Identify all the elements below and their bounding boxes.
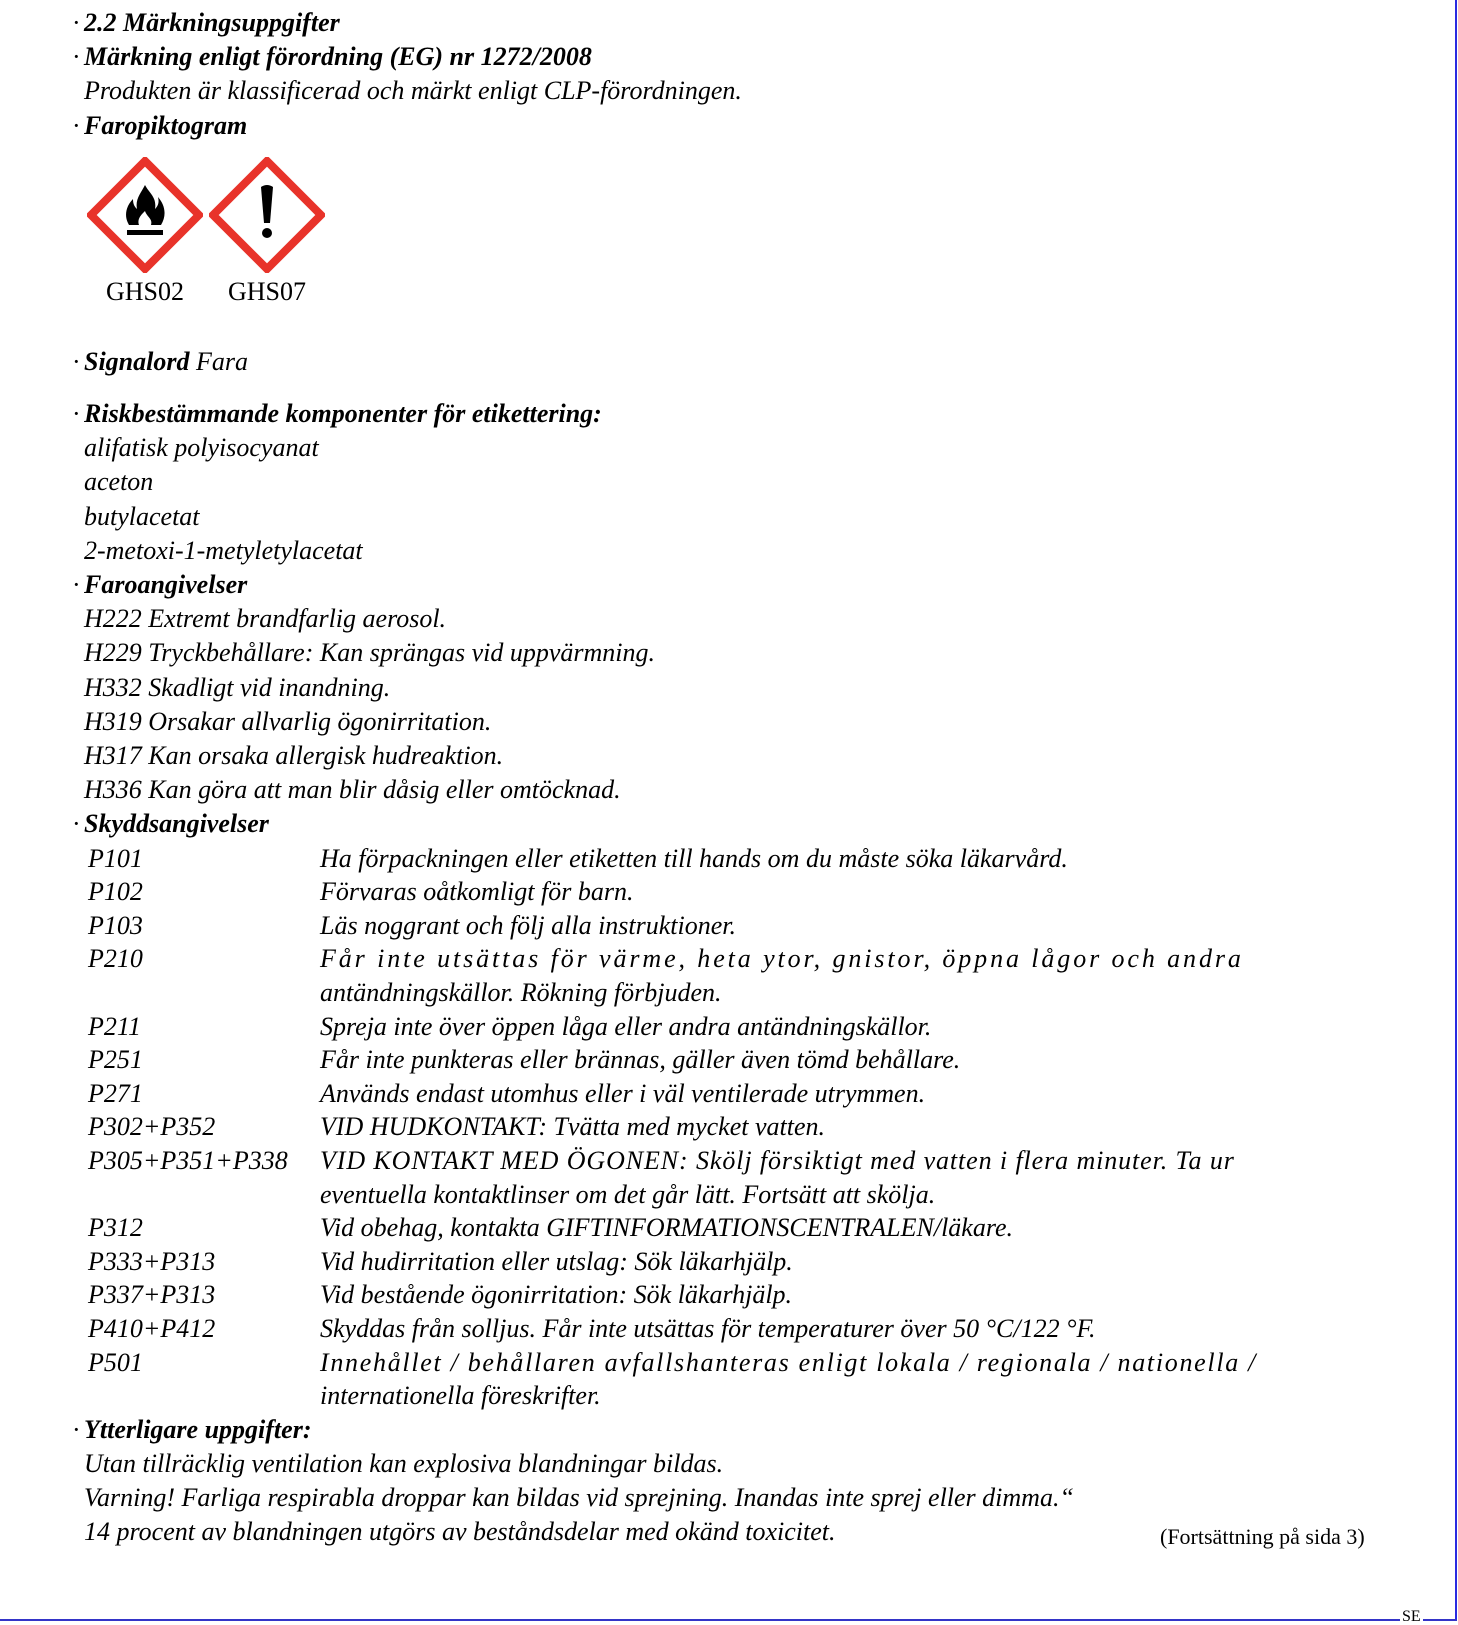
precaution-code: P337+P313: [88, 1280, 216, 1310]
precaution-row: [84, 1211, 1424, 1245]
precaution-text: Vid hudirritation eller utslag: Sök läkarhjälp.: [320, 1246, 793, 1276]
hazard-statement: H317 Kan orsaka allergisk hudreaktion.: [84, 741, 504, 771]
precaution-row: [84, 1077, 1424, 1111]
precaution-row: [84, 1144, 1424, 1211]
additional-info-item: 14 procent av blandningen utgörs av beståndsdelar med okänd toxicitet.: [84, 1517, 836, 1547]
precaution-code: P302+P352: [88, 1112, 216, 1142]
additional-info-item: Utan tillräcklig ventilation kan explosiva blandningar bildas.: [84, 1448, 724, 1478]
precaution-row: [84, 942, 1424, 1009]
precaution-row: [84, 1346, 1424, 1413]
page-frame-right: [1455, 0, 1457, 1619]
pictogram-ghs02: [84, 157, 206, 307]
precautionary-statements-list: [84, 842, 1424, 1413]
section-heading: · 2.2 Märkningsuppgifter: [72, 8, 340, 37]
precaution-text: Förvaras oåtkomligt för barn.: [320, 877, 634, 907]
component-item: butylacetat: [84, 501, 200, 531]
hazard-statement: H332 Skadligt vid inandning.: [84, 672, 391, 702]
precaution-code: P501: [88, 1347, 143, 1377]
precaution-code: P210: [88, 944, 143, 974]
precaution-heading: · Skyddsangivelser: [72, 809, 269, 839]
signal-word-label: Signalord: [84, 346, 190, 376]
precaution-text: Vid obehag, kontakta GIFTINFORMATIONSCENTRALEN/läkare.: [320, 1213, 1014, 1243]
precaution-text: VID HUDKONTAKT: Tvätta med mycket vatten.: [320, 1112, 825, 1142]
precaution-text: Spreja inte över öppen låga eller andra antändningskällor.: [320, 1011, 932, 1041]
precaution-row: [84, 1245, 1424, 1279]
precaution-text: Ha förpackningen eller etiketten till hands om du måste söka läkarvård.: [320, 843, 1068, 873]
precaution-row: [84, 1312, 1424, 1346]
precaution-code: P211: [88, 1011, 141, 1041]
precaution-text: Läs noggrant och följ alla instruktioner.: [320, 910, 737, 940]
precaution-row: [84, 1010, 1424, 1044]
precaution-code: P101: [88, 843, 143, 873]
precaution-row: [84, 1110, 1424, 1144]
hazard-statement: H319 Orsakar allvarlig ögonirritation.: [84, 706, 492, 736]
component-item: alifatisk polyisocyanat: [84, 433, 319, 463]
flame-icon: [87, 157, 203, 273]
precaution-code: P251: [88, 1045, 143, 1075]
signal-word: · Signalord Fara: [72, 346, 248, 376]
country-code: SE: [1402, 1608, 1421, 1625]
precaution-code: P333+P313: [88, 1246, 216, 1276]
pictogram-code: GHS02: [105, 276, 184, 306]
signal-word-value: Fara: [196, 346, 248, 376]
hazard-statement: H222 Extremt brandfarlig aerosol.: [84, 604, 447, 634]
regulation-text: Produkten är klassificerad och märkt enligt CLP-förordningen.: [84, 76, 742, 106]
pictogram-heading: · Faropiktogram: [72, 110, 248, 140]
component-item: aceton: [84, 467, 154, 497]
regulation-heading: · Märkning enligt förordning (EG) nr 1272/2008: [72, 42, 592, 72]
precaution-code: P271: [88, 1078, 143, 1108]
components-heading: · Riskbestämmande komponenter för etikettering:: [72, 399, 602, 429]
pictogram-ghs07: [206, 157, 328, 307]
hazard-statement: H336 Kan göra att man blir dåsig eller omtöcknad.: [84, 775, 621, 805]
additional-info-item: Varning! Farliga respirabla droppar kan bildas vid sprejning. Inandas inte sprej eller dimma.“: [84, 1483, 1074, 1513]
precaution-text: Får inte punkteras eller brännas, gäller även tömd behållare.: [320, 1045, 961, 1075]
precaution-text: Får inte utsättas för värme, heta ytor, gnistor, öppna lågor och andra antändningskällor. Rökning förbjuden.: [320, 944, 1244, 1008]
precaution-row: [84, 1043, 1424, 1077]
precaution-row: [84, 1278, 1424, 1312]
precaution-code: P103: [88, 910, 143, 940]
pictogram-row: [84, 157, 1424, 307]
precaution-text: Vid bestående ögonirritation: Sök läkarhjälp.: [320, 1280, 793, 1310]
exclamation-icon: [209, 157, 325, 273]
page-frame-bottom: [0, 1619, 1457, 1621]
additional-info-heading: · Ytterligare uppgifter:: [72, 1414, 312, 1444]
precaution-row: [84, 875, 1424, 909]
continuation-note: (Fortsättning på sida 3): [1160, 1524, 1365, 1549]
precaution-code: P410+P412: [88, 1313, 216, 1343]
hazard-statement: H229 Tryckbehållare: Kan sprängas vid uppvärmning.: [84, 638, 655, 668]
precaution-text: Innehållet / behållaren avfallshanteras enligt lokala / regionala / nationella / internationella föreskrifter.: [320, 1347, 1258, 1411]
precaution-row: [84, 842, 1424, 876]
component-item: 2-metoxi-1-metyletylacetat: [84, 535, 363, 565]
pictogram-code: GHS07: [227, 276, 306, 306]
precaution-text: Skyddas från solljus. Får inte utsättas för temperaturer över 50 °C/122 °F.: [320, 1313, 1096, 1343]
precaution-code: P312: [88, 1213, 143, 1243]
precaution-row: [84, 909, 1424, 943]
precaution-text: Används endast utomhus eller i väl ventilerade utrymmen.: [320, 1078, 926, 1108]
label-elements-section: [72, 6, 1424, 1550]
precaution-code: P305+P351+P338: [88, 1146, 288, 1175]
hazard-heading: · Faroangivelser: [72, 570, 248, 600]
precaution-code: P102: [88, 877, 143, 907]
precaution-text: VID KONTAKT MED ÖGONEN: Skölj försiktigt med vatten i flera minuter. Ta ur eventuella kontaktlinser om det går lätt. Fortsätt att skölja.: [320, 1146, 1235, 1209]
